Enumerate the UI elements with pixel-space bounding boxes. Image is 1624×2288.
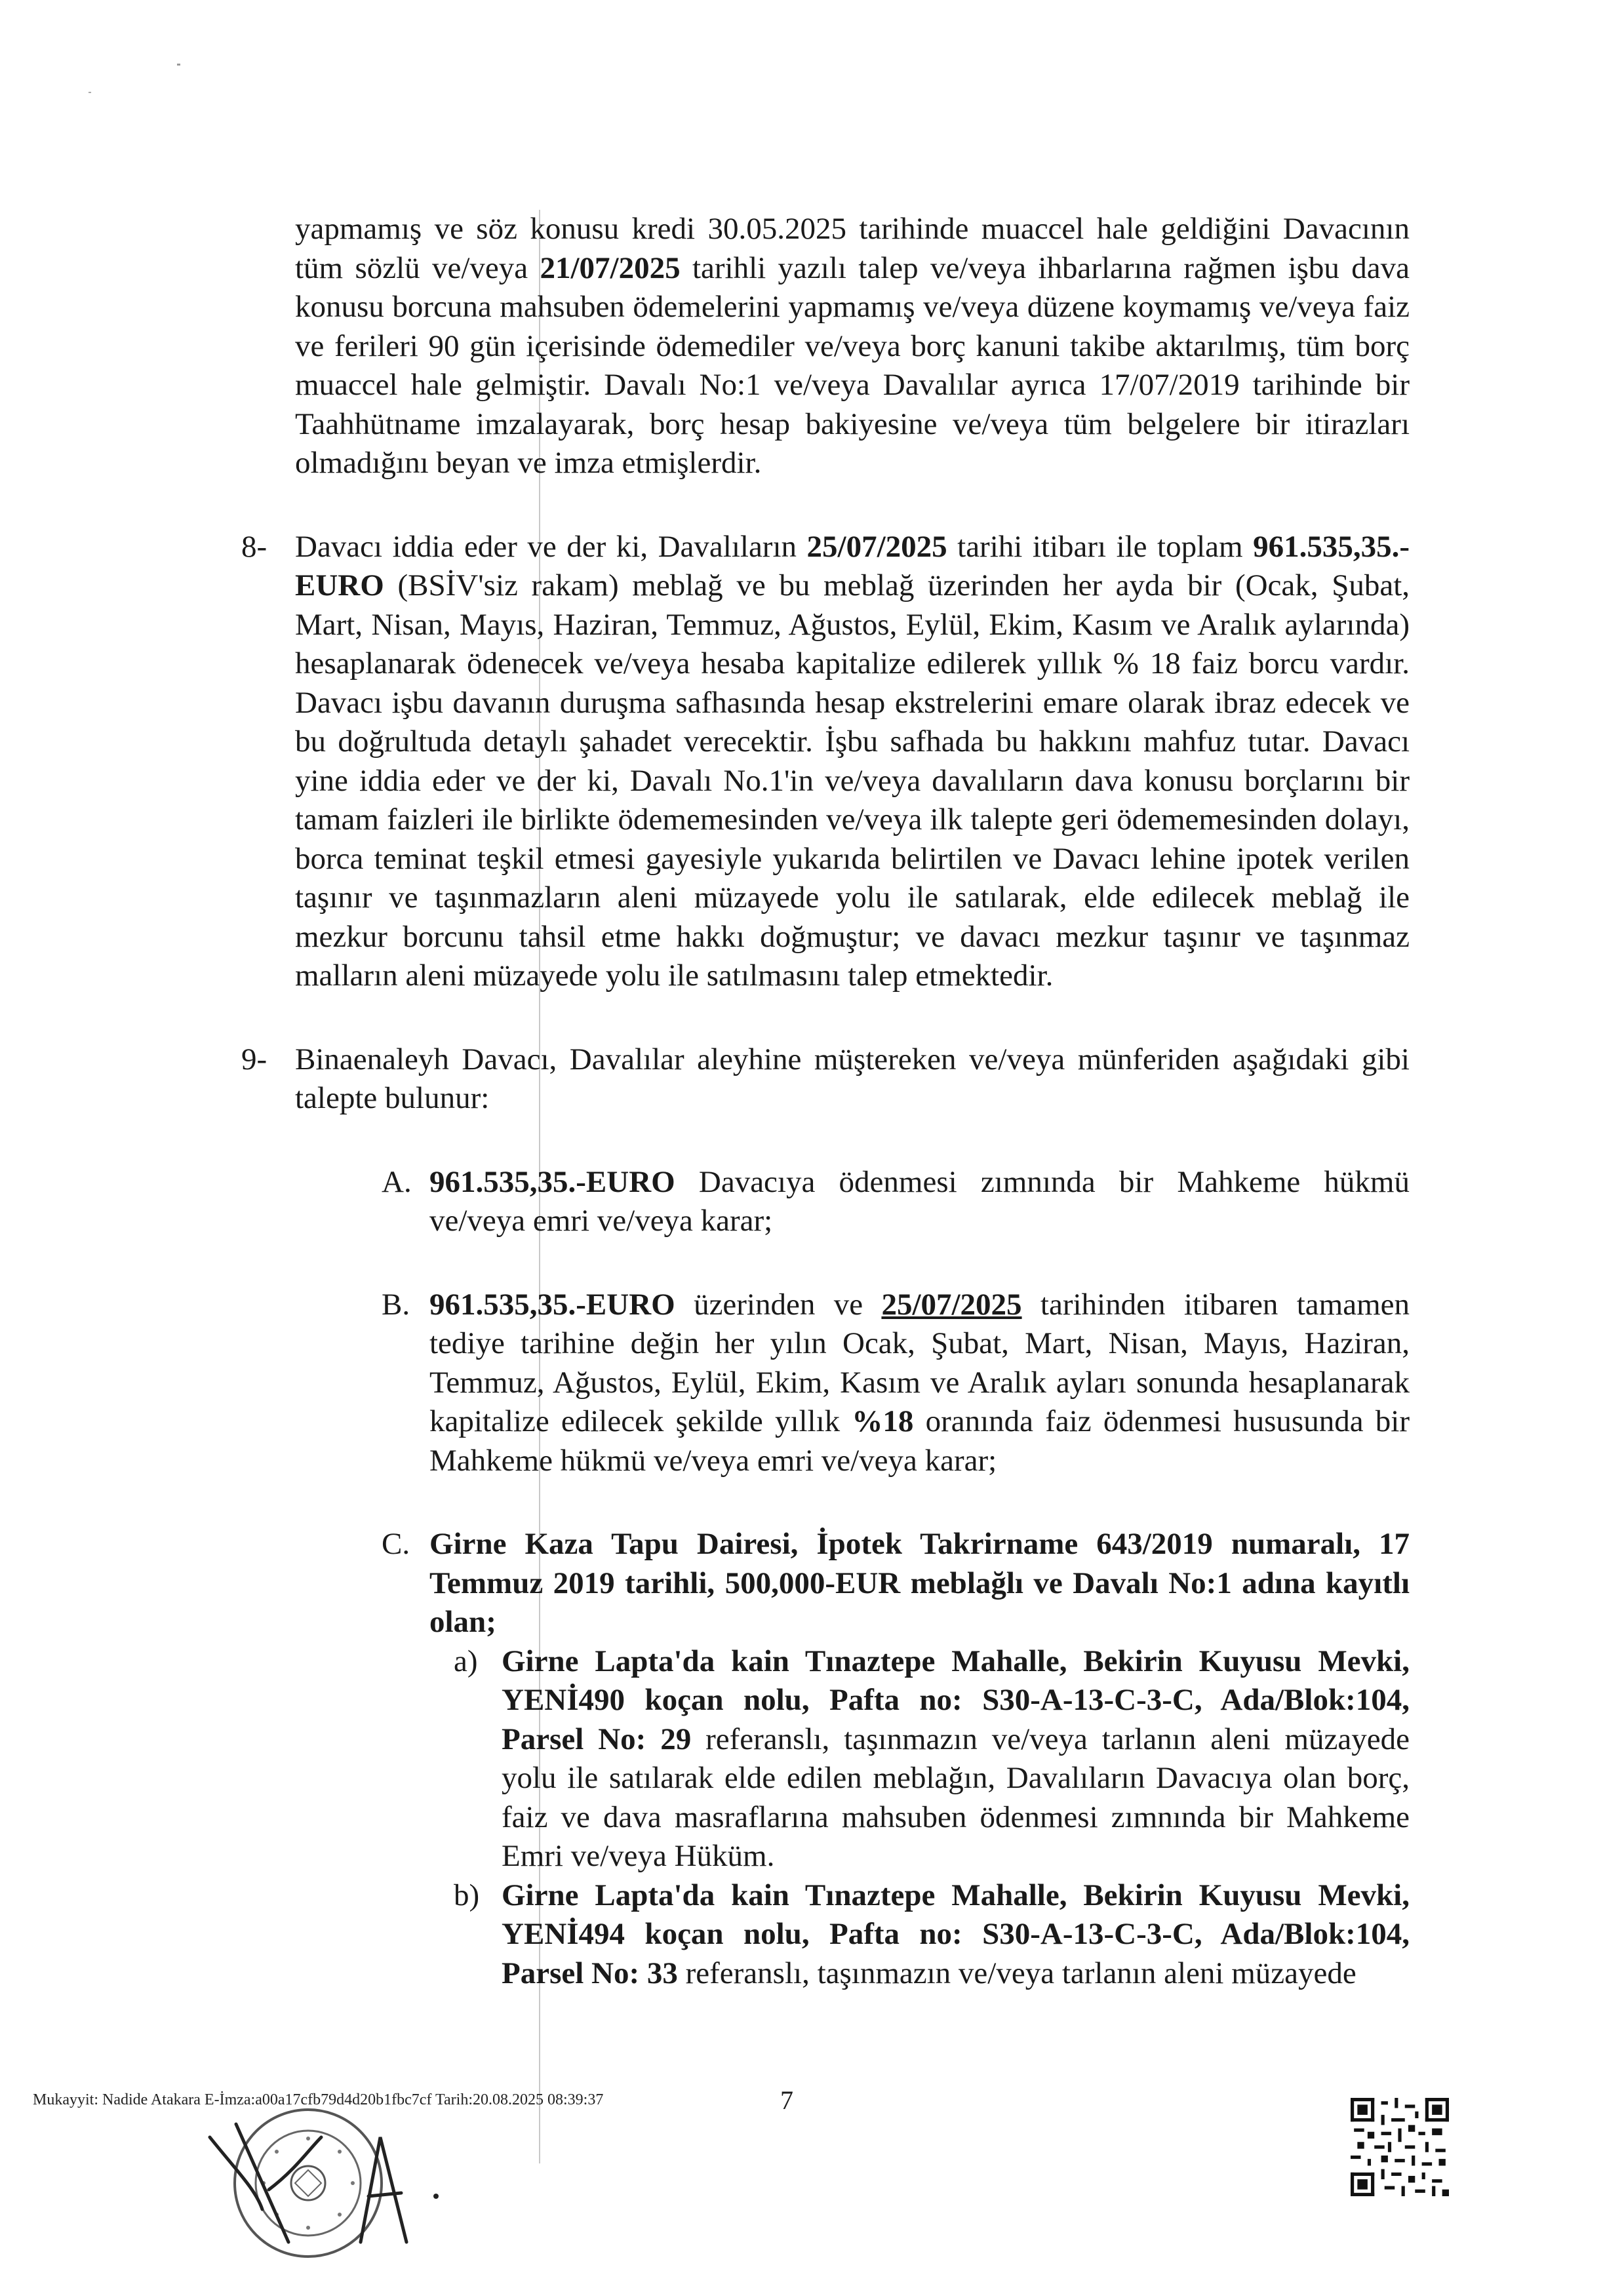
text-span: tarihi itibarı ile toplam xyxy=(947,529,1254,564)
claim-c-a-text xyxy=(502,1642,1410,1876)
qr-code-icon xyxy=(1351,2098,1449,2196)
claim-c-b xyxy=(454,1876,1410,1994)
property-bold: Girne Lapta'da kain Tınaztepe Mahalle, Bekirin Kuyusu Mevki, YENİ490 koçan nolu, Pafta no: S30-A-13-C-3-C, Ada/Blok:104, Parsel No: 29 xyxy=(502,1644,1410,1756)
text-span: referanslı, taşınmazın ve/veya tarlanın aleni müzayede yolu ile satılarak elde edilen meblağın, Davalıların Davacıya olan borç, faiz ve dava masraflarına mahsuben ödenmesi zımnında bir Mahkeme Emri ve/veya Hüküm. xyxy=(502,1722,1410,1873)
claim-c-b-text xyxy=(502,1876,1410,1994)
scan-speck xyxy=(177,64,180,66)
claim-letter: C. xyxy=(382,1527,410,1561)
text-span: tarihinden itibaren tamamen tediye tarihine değin her yılın Ocak, Şubat, Mart, Nisan, Mayıs, Haziran, Temmuz, Ağustos, Eylül, Ekim, Kasım ve Aralık ayları sonunda hesaplanarak kapitalize edilecek şekilde yıllık xyxy=(429,1287,1410,1438)
text-span: yapmamış ve söz konusu kredi 30.05.2025 tarihinde muaccel hale geldiğini Davacının tüm sözlü ve/veya xyxy=(295,212,1410,285)
claim-letter: A. xyxy=(382,1164,412,1199)
item-number: 9- xyxy=(241,1042,267,1076)
text-span: referanslı, taşınmazın ve/veya tarlanın aleni müzayede xyxy=(677,1956,1357,1990)
date-bold: 25/07/2025 xyxy=(806,529,947,564)
amount-bold: 961.535,35.-EURO xyxy=(429,1164,675,1199)
spacer xyxy=(295,1118,1410,1163)
page-number: 7 xyxy=(780,2085,793,2115)
scan-speck xyxy=(89,92,91,93)
item-number: 8- xyxy=(241,529,267,564)
text-span: Davacı iddia eder ve der ki, Davalıların xyxy=(295,529,807,564)
text-span: oranında faiz ödenmesi hususunda bir Mahkeme hükmü ve/veya emri ve/veya karar; xyxy=(429,1404,1410,1478)
claim-a-text xyxy=(429,1163,1410,1241)
date-bold: 21/07/2025 xyxy=(540,250,681,285)
text-span: üzerinden ve xyxy=(675,1287,882,1322)
document-body xyxy=(241,210,1410,1993)
item-8-text xyxy=(295,528,1410,996)
rate-bold: %18 xyxy=(852,1404,914,1438)
text-span: tarihli yazılı talep ve/veya ihbarlarına rağmen işbu dava konusu borcuna mahsuben ödemelerini yapmamış ve/veya düzene koymamış ve/veya faiz ve ferileri 90 gün içerisinde ödemediler ve/veya borç kanuni takibe aktarılmış, tüm borç muaccel hale gelmiştir. Davalı No:1 ve/veya Davalılar ayrıca 17/07/2019 tarihinde bir Taahhütname imzalayarak, borç hesap bakiyesine ve/veya tüm belgelere bir itirazları olmadığını beyan ve imza etmişlerdir. xyxy=(295,250,1410,480)
spacer xyxy=(295,1241,1410,1286)
signature-icon xyxy=(197,2111,498,2255)
claim-c xyxy=(382,1525,1410,1642)
item-8 xyxy=(241,528,1410,996)
claim-letter: B. xyxy=(382,1287,410,1322)
footer-registrar: Mukayyit: Nadide Atakara E-İmza:a00a17cfb79d4d20b1fbc7cf Tarih:20.08.2025 08:39:37 xyxy=(33,2091,604,2108)
property-bold: Girne Lapta'da kain Tınaztepe Mahalle, Bekirin Kuyusu Mevki, YENİ494 koçan nolu, Pafta no: S30-A-13-C-3-C, Ada/Blok:104, Parsel No: 33 xyxy=(502,1878,1410,1990)
sub-letter: b) xyxy=(454,1878,480,1912)
sub-letter: a) xyxy=(454,1644,478,1678)
text-span: Davacıya ödenmesi zımnında bir Mahkeme hükmü ve/veya emri ve/veya karar; xyxy=(429,1164,1410,1238)
claim-c-a xyxy=(454,1642,1410,1876)
claim-b xyxy=(382,1286,1410,1481)
spacer xyxy=(295,1480,1410,1525)
claim-b-text xyxy=(429,1286,1410,1481)
item-9 xyxy=(241,1040,1410,1118)
item-9-text: Binaenaleyh Davacı, Davalılar aleyhine müştereken ve/veya münferiden aşağıdaki gibi talepte bulunur: xyxy=(295,1042,1410,1115)
amount-bold: 961.535,35.-EURO xyxy=(429,1287,675,1322)
claim-a xyxy=(382,1163,1410,1241)
heading-bold: Girne Kaza Tapu Dairesi, İpotek Takrirname 643/2019 numaralı, 17 Temmuz 2019 tarihli, 500,000-EUR meblağlı ve Davalı No:1 adına kayıtlı olan; xyxy=(429,1527,1410,1639)
spacer xyxy=(295,996,1410,1040)
amount-bold: 961.535,35.-EURO xyxy=(295,529,1410,602)
paragraph-intro xyxy=(295,210,1410,483)
date-bold-underline: 25/07/2025 xyxy=(881,1287,1022,1322)
spacer xyxy=(295,483,1410,528)
text-span: (BSİV'siz rakam) meblağ ve bu meblağ üzerinden her ayda bir (Ocak, Şubat, Mart, Nisan, Mayıs, Haziran, Temmuz, Ağustos, Eylül, Ekim, Kasım ve Aralık aylarında) hesaplanarak ödenecek ve/veya hesaba kapitalize edilerek yıllık % 18 faiz borcu vardır. Davacı işbu davanın duruşma safhasında hesap ekstrelerini emare olarak ibraz edecek ve bu doğrultuda detaylı şahadet verecektir. İşbu safhada bu hakkını mahfuz tutar. Davacı yine iddia eder ve der ki, Davalı No.1'in ve/veya davalıların dava konusu borçlarını bir tamam faizleri ile birlikte ödememesinden ve/veya ilk talepte geri ödememesinden dolayı, borca teminat teşkil etmesi gayesiyle yukarıda belirtilen ve Davacı lehine ipotek verilen taşınır ve taşınmazların aleni müzayede yolu ile satılarak, elde edilecek meblağ ile mezkur borcunu tahsil etme hakkı doğmuştur; ve davacı mezkur taşınır ve taşınmaz malların aleni müzayede yolu ile satılmasını talep etmektedir. xyxy=(295,568,1410,993)
claim-c-heading xyxy=(429,1525,1410,1642)
